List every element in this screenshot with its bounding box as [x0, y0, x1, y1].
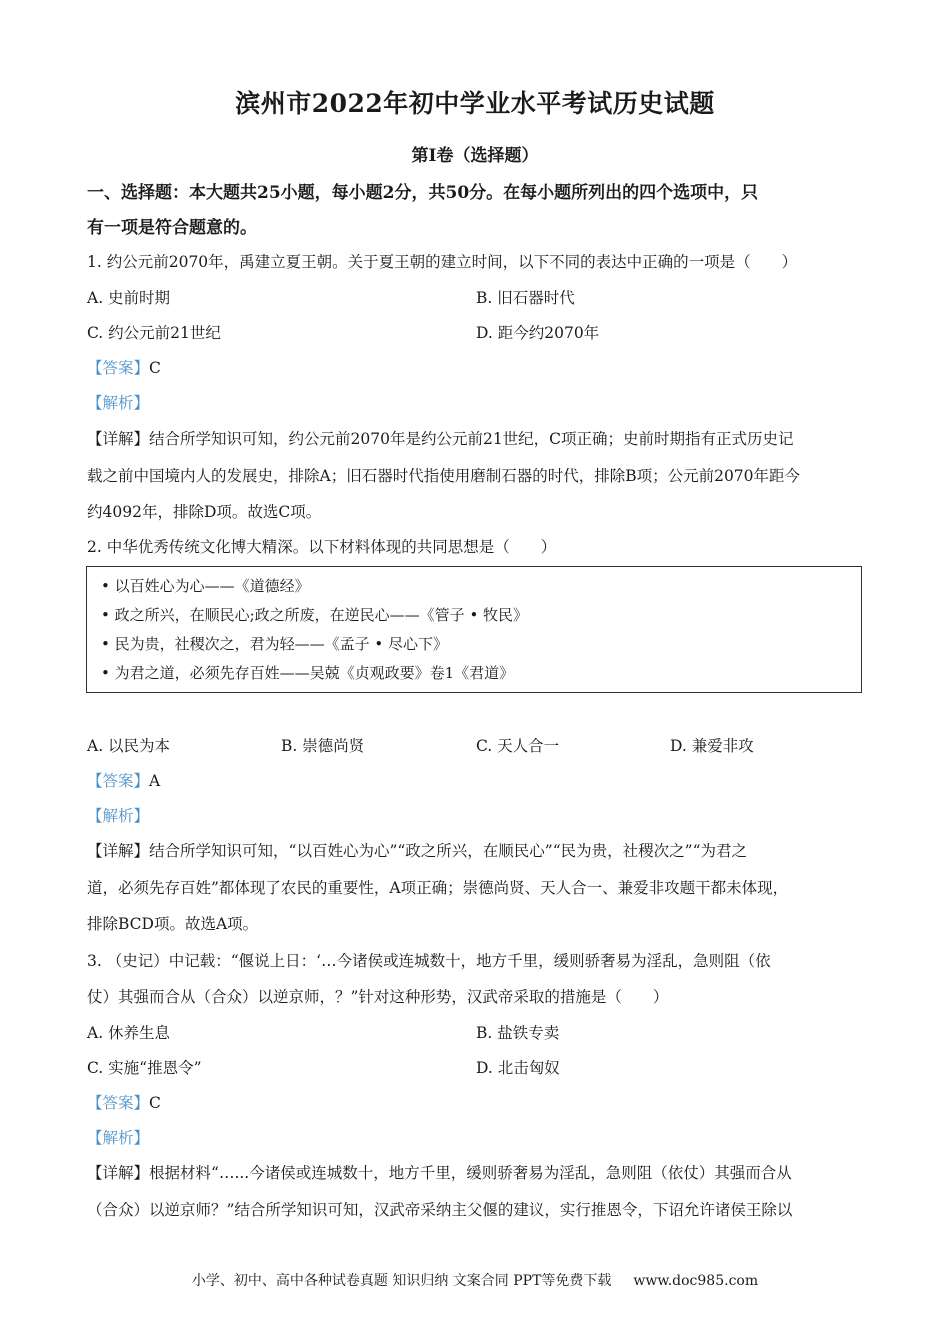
q2-answer — [87, 769, 867, 791]
footer-text: 小学、初中、高中各种试卷真题 知识归纳 文案合同 PPT等免费下载 — [191, 1273, 612, 1289]
q3-detail-line1 — [87, 1161, 867, 1183]
answer-tag: 【答案】 — [87, 772, 150, 790]
q1-option-d: D. 距今约2070年 — [476, 324, 600, 342]
q1-option-b: B. 旧石器时代 — [476, 289, 575, 307]
q1-detail-line2: 载之前中国境内人的发展史，排除A；旧石器时代指使用磨制石器的时代，排除B项；公元前2070年距今 — [87, 467, 801, 485]
q2-answer-value: A — [149, 772, 161, 790]
section-heading-line1: 一、选择题：本大题共25小题，每小题2分，共50分。在每小题所列出的四个选项中，只 — [87, 183, 759, 203]
q2-option-c: C. 天人合一 — [476, 737, 560, 755]
detail-tag: 【详解】 — [87, 842, 150, 860]
q3-answer-value: C — [149, 1094, 161, 1112]
q3-option-c: C. 实施“推恩令” — [87, 1059, 202, 1077]
page-title: 滨州市2022年初中学业水平考试历史试题 — [235, 89, 715, 118]
q2-quote-box — [86, 566, 862, 693]
q2-detail-line2: 道，必须先存百姓”都体现了农民的重要性，A项正确；崇德尚贤、天人合一、兼爱非攻题干都未体现， — [87, 879, 789, 897]
q1-analysis — [87, 391, 867, 413]
q2-option-b: B. 崇德尚贤 — [281, 737, 365, 755]
analysis-tag: 【解析】 — [87, 807, 150, 825]
section-subtitle: 第I卷（选择题） — [411, 146, 539, 166]
analysis-tag: 【解析】 — [87, 394, 150, 412]
q3-option-b: B. 盐铁专卖 — [476, 1024, 560, 1042]
q2-quote-4: • 为君之道，必须先存百姓——吴兢《贞观政要》卷1《君道》 — [101, 664, 515, 682]
detail-tag: 【详解】 — [87, 430, 150, 448]
q1-detail-text1: 结合所学知识可知，约公元前2070年是约公元前21世纪，C项正确；史前时期指有正式历史记 — [149, 430, 794, 448]
q3-detail-line2: （合众）以逆京师？”结合所学知识可知，汉武帝采纳主父偃的建议，实行推恩令，下诏允许诸侯王除以 — [87, 1201, 793, 1219]
q2-quote-2: • 政之所兴，在顺民心;政之所废，在逆民心——《管子 • 牧民》 — [101, 606, 529, 624]
detail-tag: 【详解】 — [87, 1164, 150, 1182]
q1-stem: 1. 约公元前2070年，禹建立夏王朝。关于夏王朝的建立时间，以下不同的表达中正确的一项是（ ） — [87, 253, 798, 271]
q1-detail-line3: 约4092年，排除D项。故选C项。 — [87, 503, 322, 521]
q1-answer-value: C — [149, 359, 161, 377]
q1-answer — [87, 356, 867, 378]
q3-detail-text1: 根据材料“…...今诸侯或连城数十，地方千里，缓则骄奢易为淫乱，急则阻（依仗）其强而合从 — [149, 1164, 792, 1182]
q2-detail-text1: 结合所学知识可知，“以百姓心为心”“政之所兴，在顺民心”“民为贵，社稷次之”“为君之 — [149, 842, 747, 860]
q2-quote-3: • 民为贵，社稷次之，君为轻——《孟子 • 尽心下》 — [101, 635, 449, 653]
q3-analysis — [87, 1126, 867, 1148]
q3-option-a: A. 休养生息 — [87, 1024, 171, 1042]
q2-option-d: D. 兼爱非攻 — [670, 737, 754, 755]
footer-site-link[interactable]: www.doc985.com — [633, 1273, 759, 1289]
answer-tag: 【答案】 — [87, 1094, 150, 1112]
q3-option-d: D. 北击匈奴 — [476, 1059, 560, 1077]
q2-stem: 2. 中华优秀传统文化博大精深。以下材料体现的共同思想是（ ） — [87, 538, 557, 556]
q3-answer — [87, 1091, 867, 1113]
q2-detail-line3: 排除BCD项。故选A项。 — [87, 915, 259, 933]
q2-analysis — [87, 804, 867, 826]
q1-option-c: C. 约公元前21世纪 — [87, 324, 221, 342]
q3-stem-line2: 仗）其强而合从（合众）以逆京师，？”针对这种形势，汉武帝采取的措施是（ ） — [87, 988, 669, 1006]
q1-detail-line1 — [87, 427, 867, 449]
page-footer — [0, 1270, 950, 1290]
q2-quote-1: • 以百姓心为心——《道德经》 — [101, 577, 310, 595]
q1-option-a: A. 史前时期 — [87, 289, 171, 307]
q2-option-a: A. 以民为本 — [87, 737, 171, 755]
q2-detail-line1 — [87, 839, 867, 861]
analysis-tag: 【解析】 — [87, 1129, 150, 1147]
section-heading-line2: 有一项是符合题意的。 — [87, 218, 257, 238]
q3-stem-line1: 3. （史记）中记载：“偃说上日：‘…今诸侯或连城数十，地方千里，缓则骄奢易为淫乱，急则阻（依 — [87, 952, 771, 970]
answer-tag: 【答案】 — [87, 359, 150, 377]
